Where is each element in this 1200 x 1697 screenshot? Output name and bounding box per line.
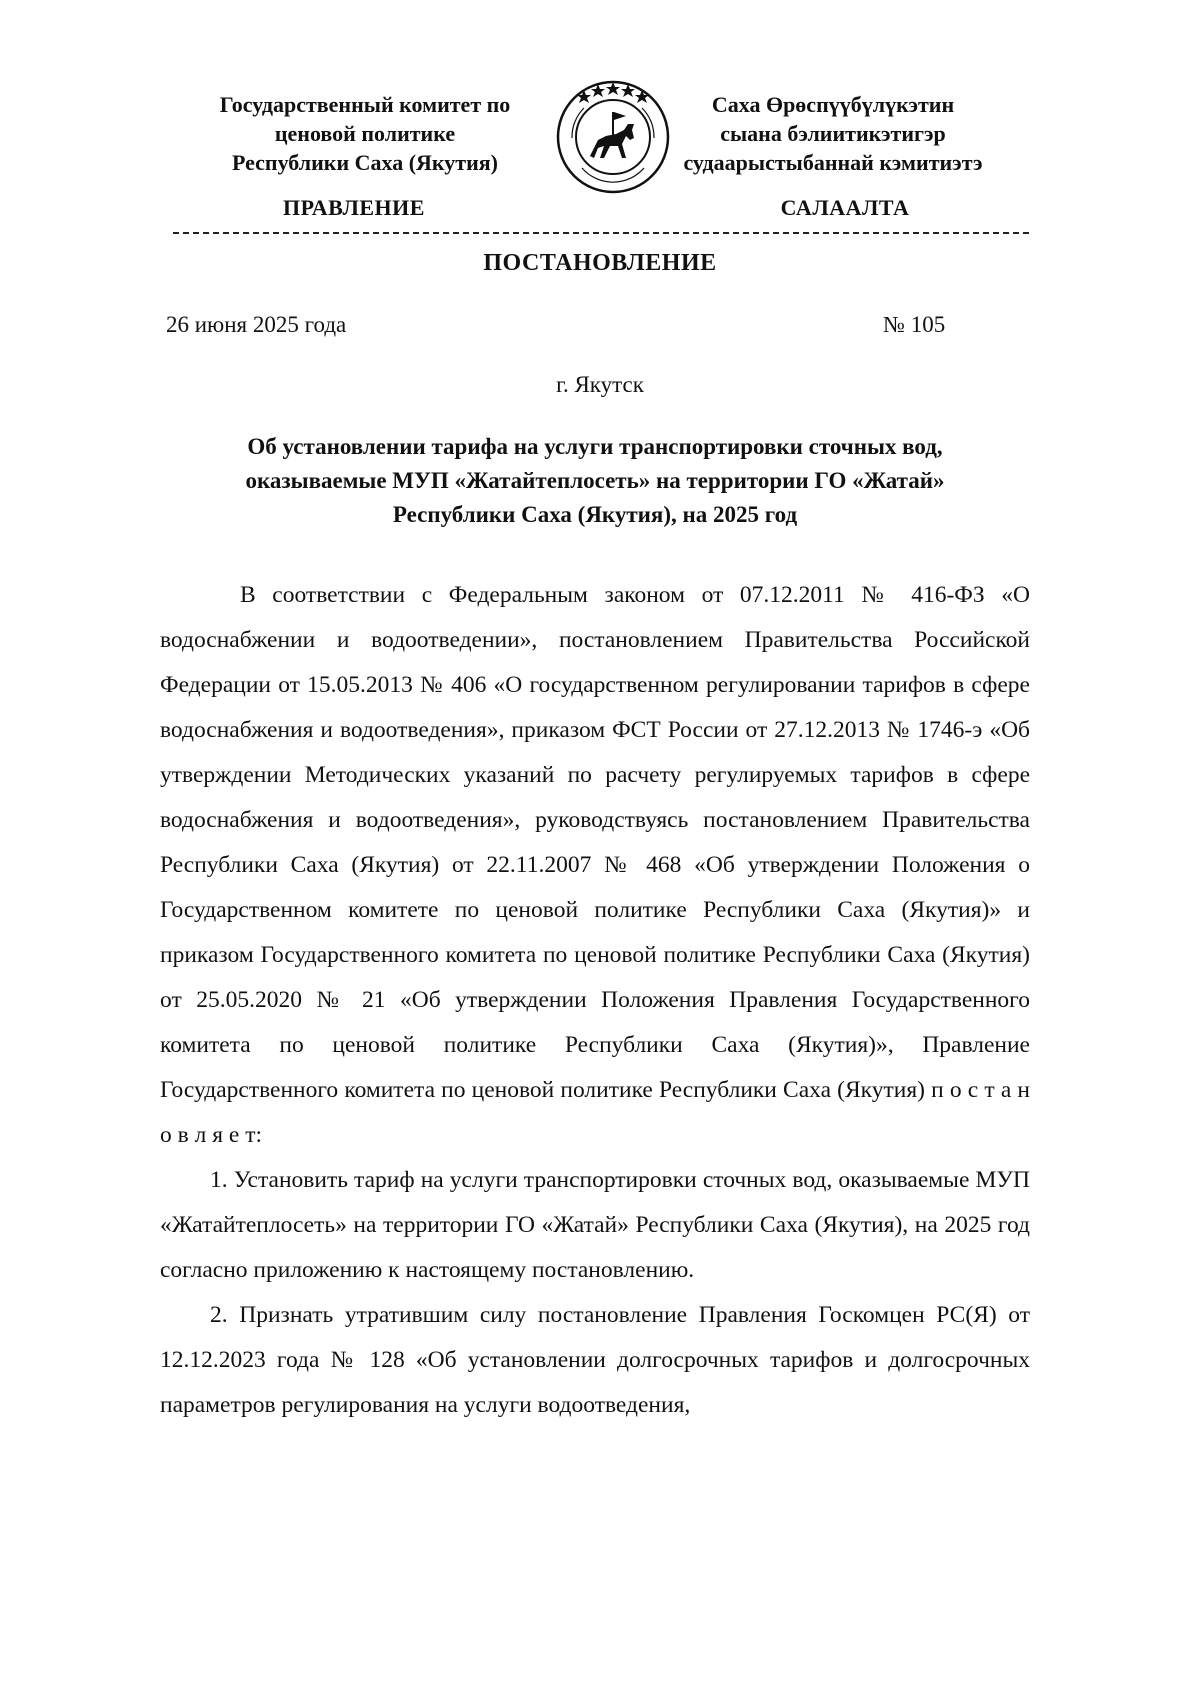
board-label-sakha: САЛААЛТА <box>780 195 910 220</box>
committee-name-line: судаарыстыбаннай кэмитиэтэ <box>683 150 983 175</box>
committee-name-line: сыана бэлиитикэтигэр <box>720 121 946 146</box>
resolution-item-1: 1. Установить тариф на услуги транспортировки сточных вод, оказываемые МУП «Жатайтеплосеть» на территории ГО «Жатай» Республики Саха (Якутия), на 2025 год согласно приложению к настоящему постановлению. <box>160 1167 1030 1283</box>
committee-name-russian <box>165 90 565 177</box>
committee-name-sakha <box>633 90 1033 177</box>
document-city: г. Якутск <box>556 372 644 397</box>
committee-name-line: Республики Саха (Якутия) <box>231 150 499 175</box>
preamble-paragraph: В соответствии с Федеральным законом от 07.12.2011 № 416-ФЗ «О водоснабжении и водоотведении», постановлением Правительства Российской Федерации от 15.05.2013 № 406 «О государственном регулировании тарифов в сфере водоснабжения и водоотведения», приказом ФСТ России от 27.12.2013 № 1746-э «Об утверждении Методических указаний по расчету регулируемых тарифов в сфере водоснабжения и водоотведения», руководствуясь постановлением Правительства Республики Саха (Якутия) от 22.11.2007 № 468 «Об утверждении Положения о Государственном комитете по ценовой политике Республики Саха (Якутия)» и приказом Государственного комитета по ценовой политике Республики Саха (Якутия) от 25.05.2020 № 21 «Об утверждении Положения Правления Государственного комитета по ценовой политике Республики Саха (Якутия)», Правление Государственного комитета по ценовой политике Республики Саха (Якутия) п о с т а н о в л я е т: <box>160 582 1030 1148</box>
document-number: № 105 <box>883 312 946 337</box>
header-divider <box>173 232 1029 234</box>
document-subject <box>160 430 1030 532</box>
committee-name-line: ценовой политике <box>274 121 456 146</box>
committee-name-line: Государственный комитет по <box>219 92 511 117</box>
document-type-title: ПОСТАНОВЛЕНИЕ <box>483 250 717 276</box>
subject-line: оказываемые МУП «Жатайтеплосеть» на территории ГО «Жатай» <box>245 468 945 493</box>
resolution-item-2: 2. Признать утратившим силу постановление Правления Госкомцен РС(Я) от 12.12.2023 года № 128 «Об установлении долгосрочных тарифов и долгосрочных параметров регулирования на услуги водоотведения, <box>160 1302 1030 1418</box>
subject-line: Республики Саха (Якутия), на 2025 год <box>392 502 798 527</box>
committee-name-line: Саха Өрөспүүбүлүкэтин <box>711 92 955 117</box>
document-date: 26 июня 2025 года <box>166 312 347 337</box>
board-label-russian: ПРАВЛЕНИЕ <box>283 195 425 220</box>
document-body <box>160 573 1030 1428</box>
subject-line: Об установлении тарифа на услуги транспортировки сточных вод, <box>247 434 943 459</box>
